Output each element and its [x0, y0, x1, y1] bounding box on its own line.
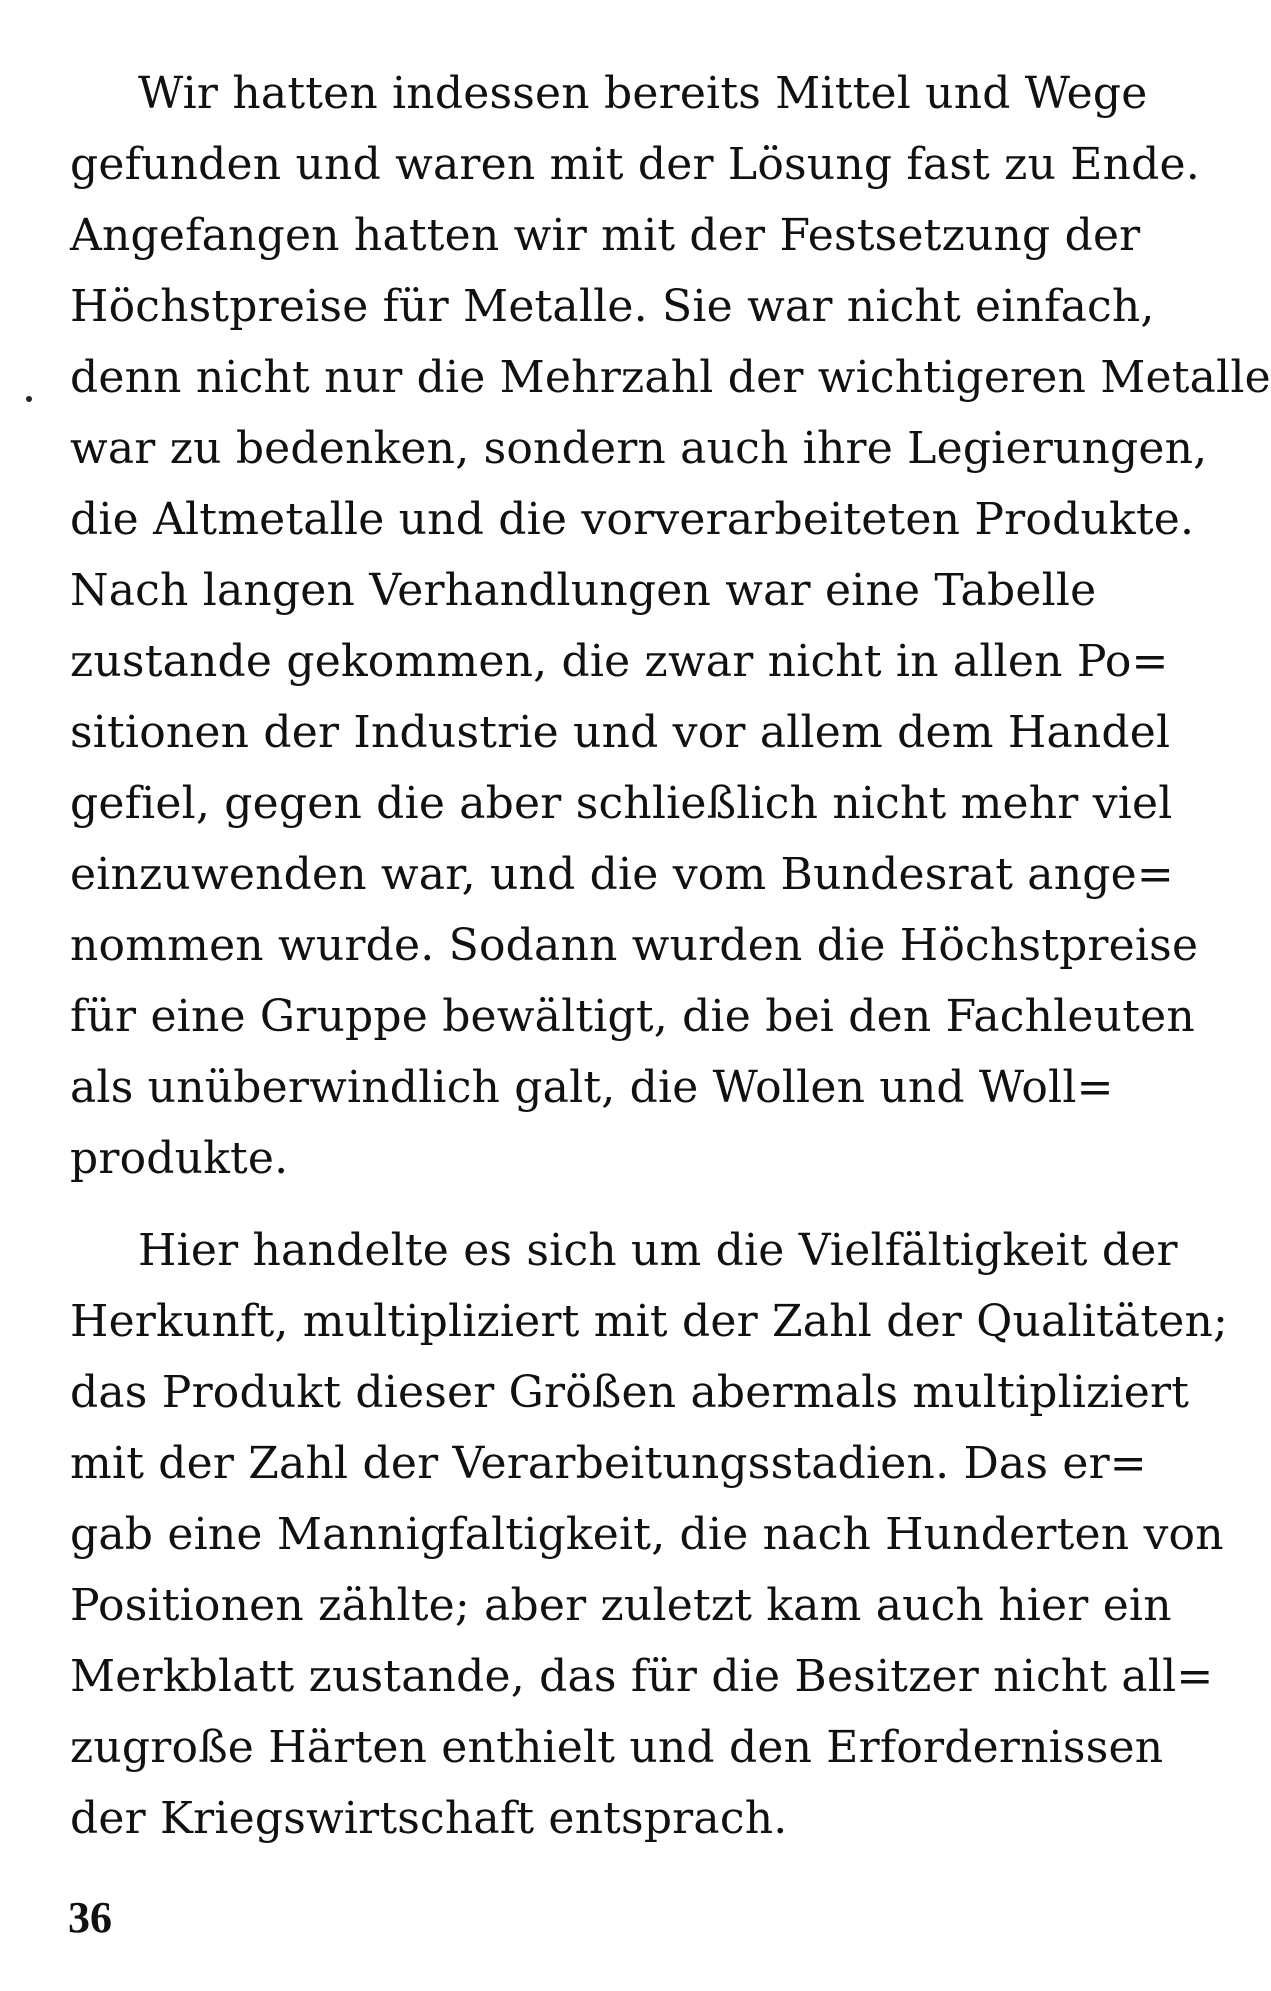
- text-line: der Kriegswirtschaft entsprach.: [70, 1793, 788, 1844]
- text-line: Merkblatt zustande, das für die Besitzer nicht all=: [70, 1651, 1214, 1702]
- text-line: produkte.: [70, 1133, 289, 1184]
- paragraph-2: [70, 1215, 1229, 1854]
- text-line: einzuwenden war, und die vom Bundesrat ange=: [70, 849, 1174, 900]
- page-number: 36: [68, 1893, 112, 1942]
- text-line: Höchstpreise für Metalle. Sie war nicht einfach,: [70, 281, 1155, 332]
- text-line: Wir hatten indessen bereits Mittel und Wege: [138, 68, 1148, 119]
- text-line: gefunden und waren mit der Lösung fast zu Ende.: [70, 139, 1200, 190]
- text-line: nommen wurde. Sodann wurden die Höchstpreise: [70, 920, 1199, 971]
- text-line: Hier handelte es sich um die Vielfältigkeit der: [138, 1225, 1178, 1276]
- paragraph-1: [70, 58, 1271, 1194]
- text-line: die Altmetalle und die vorverarbeiteten Produkte.: [70, 494, 1195, 545]
- text-line: Angefangen hatten wir mit der Festsetzung der: [70, 210, 1141, 261]
- text-line: zustande gekommen, die zwar nicht in allen Po=: [70, 636, 1169, 687]
- text-line: denn nicht nur die Mehrzahl der wichtigeren Metalle: [70, 352, 1271, 403]
- text-line: war zu bedenken, sondern auch ihre Legierungen,: [70, 423, 1208, 474]
- text-line: als unüberwindlich galt, die Wollen und Woll=: [70, 1062, 1114, 1113]
- text-line: das Produkt dieser Größen abermals multipliziert: [70, 1367, 1190, 1418]
- text-line: Herkunft, multipliziert mit der Zahl der Qualitäten;: [70, 1296, 1229, 1347]
- text-line: zugroße Härten enthielt und den Erfordernissen: [70, 1722, 1164, 1773]
- text-line: mit der Zahl der Verarbeitungsstadien. Das er=: [70, 1438, 1147, 1489]
- text-line: sitionen der Industrie und vor allem dem Handel: [70, 707, 1171, 758]
- text-line: für eine Gruppe bewältigt, die bei den Fachleuten: [70, 991, 1195, 1042]
- text-line: Nach langen Verhandlungen war eine Tabelle: [70, 565, 1097, 616]
- text-line: gab eine Mannigfaltigkeit, die nach Hunderten von: [70, 1509, 1224, 1560]
- text-line: gefiel, gegen die aber schließlich nicht mehr viel: [70, 778, 1173, 829]
- ink-speck: [26, 396, 32, 402]
- text-line: Positionen zählte; aber zuletzt kam auch hier ein: [70, 1580, 1172, 1631]
